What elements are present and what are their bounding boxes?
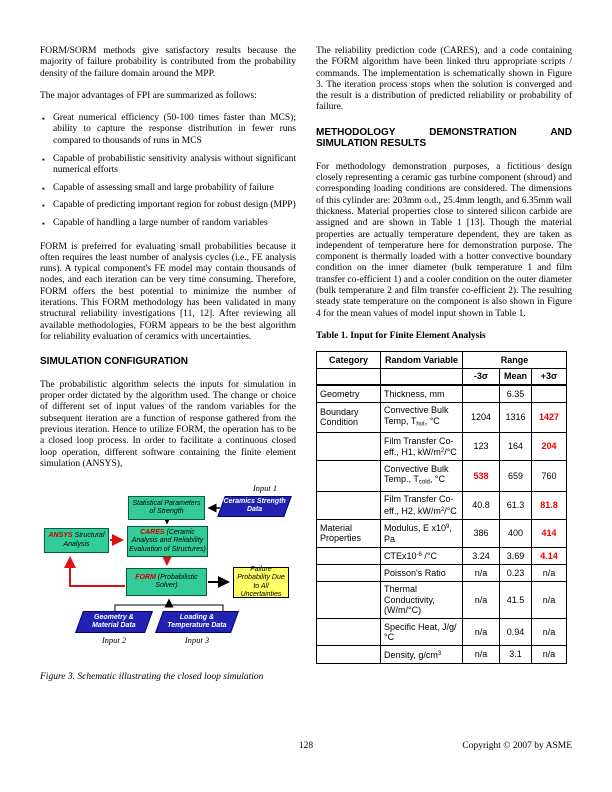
table-row [317,491,567,519]
paragraph: The major advantages of FPI are summarized as follows: [40,90,257,101]
value-cell: n/a [532,581,567,619]
value-cell: 61.3 [500,491,532,519]
geometry-material-data-label: Geometry & Material Data [92,613,136,630]
category-cell: Boundary Condition [317,402,381,433]
input2-label: Input 2 [101,635,127,646]
header-plus-3sigma: +3σ [532,368,567,385]
paragraph: FORM/SORM methods give satisfactory results because the majority of failure probability is contributed from the probability density of the failure domain around the MPP. [40,46,296,79]
value-cell-highlighted: 538 [463,461,500,492]
bullet-item: ▪ Great numerical efficiency (50-100 times faster than MCS); ability to capture the response distribution in fewer runs compared to thousands of runs in MCS [40,113,296,147]
loading-temperature-data-label: Loading & Temperature Data [167,613,227,630]
bullet-item: ▪ Capable of predicting important region for robust design (MPP) [40,200,296,211]
variable-cell: Convective Bulk Temp, $T_{hot}$, °C [381,402,463,433]
empty-cell [317,368,381,385]
cares-label [129,529,206,554]
form-keyword: FORM [135,573,156,581]
value-cell: 0.94 [500,619,532,646]
header-range: Range [463,352,567,369]
empty-cell [381,368,463,385]
category-cell [317,433,381,461]
variable-cell: $CTEx10^{-6}$ /°C [381,547,463,565]
value-cell: 400 [500,519,532,547]
value-cell: n/a [463,581,500,619]
header-random-variable: Random Variable [381,352,463,369]
right-column [316,46,572,664]
heading-line-2: SIMULATION RESULTS [316,138,427,150]
ceramics-strength-data-label: Ceramics Strength Data [223,498,286,514]
form-node [126,568,207,596]
value-cell-highlighted: 204 [532,433,567,461]
variable-cell: Film Transfer Co-eff., H1, $kW/m^2/^\circ C$ [381,433,463,461]
ansys-keyword: ANSYS [48,532,73,540]
value-cell: 123 [463,433,500,461]
value-cell: 3.1 [500,646,532,664]
table-row [317,565,567,582]
bullet-item: ▪ Capable of handling a large number of random variables [40,218,296,229]
value-cell: 3.24 [463,547,500,565]
value-cell: n/a [463,565,500,582]
variable-cell: Density, $g/cm^3$ [381,646,463,664]
value-cell: 164 [500,433,532,461]
category-cell [317,461,381,492]
variable-cell: Specific Heat, J/g/°C [381,619,463,646]
table-header-row [317,352,567,369]
paragraph: The reliability prediction code (CARES), and a code containing the FORM algorithm have been linked thru appropriate scripts / commands. The implementation is schematically shown in Figure 3. The iteration process stops when the solution is converged and the result is a distribution of predicted reliability or probability of failure. [316,46,572,113]
value-cell [463,385,500,402]
value-cell-highlighted: 1427 [532,402,567,433]
value-cell-highlighted: 414 [532,519,567,547]
table-row [317,519,567,547]
section-heading-methodology [316,127,572,150]
ceramics-strength-data-node [217,496,292,517]
statistical-parameters-label: Statistical Parameters of Strength [132,499,201,516]
failure-probability-label: Failure Probability Due to All Uncertainties [237,566,285,598]
paragraph: For methodology demonstration purposes, a fictitious design closely representing a ceramic gas turbine component (shroud) and corresponding loading conditions are considered. The dimensions of this cylinder are: 203mm o.d., 25.4mm length, and 6.35mm wall thickness. Material properties close to sintered silicon carbide are assigned and are shown in Table 1 [13]. Though the material properties are actually temperature dependent, they are taken as independent of temperature here for demonstration purpose. The component is thermally loaded with a hotter convective boundary condition on the inner diameter (bulk temperature 1 and film transfer co-efficient 1) and a cooler condition on the outer diameter (bulk temperature 2 and film transfer co-efficient 2). The resulting steady state temperature on the component is also shown in Figure 4 for the mean values of model input shown in Table 1. [316,161,572,319]
value-cell [532,385,567,402]
cares-node [127,526,208,557]
category-cell [317,491,381,519]
value-cell: 0.23 [500,565,532,582]
table-subheader-row [317,368,567,385]
table-row [317,619,567,646]
value-cell: 659 [500,461,532,492]
value-cell: n/a [532,646,567,664]
header-minus-3sigma: -3σ [463,368,500,385]
form-label [128,574,205,591]
value-cell-highlighted: 4.14 [532,547,567,565]
statistical-parameters-node [128,496,205,520]
variable-cell: Film Transfer Co-eff., H2, $kW/m^2/^\circ C$ [381,491,463,519]
left-column [40,46,296,683]
value-cell: n/a [532,619,567,646]
value-cell: 41.5 [500,581,532,619]
table-row [317,433,567,461]
bullet-item: ▪ Capable of probabilistic sensitivity analysis without significant numerical efforts [40,154,296,177]
arrow-form-loop-to-ansys [70,558,125,586]
variable-cell: Convective Bulk Temp., $T_{cold}$, °C [381,461,463,492]
value-cell: 760 [532,461,567,492]
category-cell: Geometry [317,385,381,402]
table-row [317,461,567,492]
cares-rest: (Ceramic Analysis and Reliability Evaluation of Structures) [129,529,206,553]
variable-cell: Thermal Conductivity, (W/m/°C) [381,581,463,619]
value-cell: 6.35 [500,385,532,402]
value-cell: 1204 [463,402,500,433]
category-cell [317,565,381,582]
heading-line-1: METHODOLOGY DEMONSTRATION AND [316,126,572,138]
value-cell: n/a [532,565,567,582]
table-row [317,402,567,433]
value-cell-highlighted: 81.8 [532,491,567,519]
table-row [317,385,567,402]
loading-temperature-data-node [155,611,239,633]
category-cell [317,619,381,646]
value-cell: n/a [463,619,500,646]
category-cell [317,646,381,664]
variable-cell: Thickness, mm [381,385,463,402]
category-cell [317,547,381,565]
bullet-item: ▪ Capable of assessing small and large probability of failure [40,183,296,194]
table-row [317,581,567,619]
fea-table-body [317,385,567,663]
ansys-label [46,532,107,549]
ansys-node [44,528,109,553]
input3-label: Input 3 [184,635,210,646]
header-mean: Mean [500,368,532,385]
form-rest: (Probabilistic Solver) [155,573,198,590]
figure-3-caption: Figure 3. Schematic illustrating the closed loop simulation [40,672,264,683]
header-category: Category [317,352,381,369]
table-row [317,646,567,664]
cares-keyword: CARES [140,529,165,537]
copyright-notice: Copyright © 2007 by ASME [462,741,572,751]
table-row [317,547,567,565]
value-cell: 40.8 [463,491,500,519]
variable-cell: Poisson's Ratio [381,565,463,582]
page-number: 128 [298,741,314,751]
paragraph: The probabilistic algorithm selects the inputs for simulation in proper order dictated by the algorithm used. The change or choice of different set of input values of the random variables for the subsequent iteration are a function of response gathered from the previous iteration. Hence to utilize FORM, the operation has to be a closed loop process. In order to facilitate a continuous closed loop operation, different software containing the finite element simulation (ANSYS), [40,379,296,469]
table-1-caption: Table 1. Input for Finite Element Analysis [316,330,486,341]
category-cell: Material Properties [317,519,381,547]
figure-3-diagram [40,481,296,663]
value-cell: n/a [463,646,500,664]
advantages-list [40,113,296,229]
geometry-material-data-node [75,611,153,633]
input1-label: Input 1 [252,483,278,494]
value-cell: 1316 [500,402,532,433]
category-cell [317,581,381,619]
value-cell: 3.69 [500,547,532,565]
failure-probability-node [233,567,289,598]
fea-input-table [316,351,567,664]
paragraph: FORM is preferred for evaluating small probabilities because it often requires the least number of analysis cycles (i.e., FE analysis runs). A typical component's FE model may contain thousands of nodes, and each iteration can be very time consuming. Therefore, FORM offers the best potential to minimize the number of iterations. This FORM methodology has been validated in many structural reliability investigations [11, 12]. After reviewing all available methodologies, FORM appears to be the best algorithm for reliability evaluation of ceramics with uncertainties. [40,241,296,342]
value-cell: 386 [463,519,500,547]
section-heading-simulation-configuration: SIMULATION CONFIGURATION [40,356,188,368]
ansys-rest: Structural Analysis [63,532,105,548]
variable-cell: Modulus, E $x10^9$, Pa [381,519,463,547]
